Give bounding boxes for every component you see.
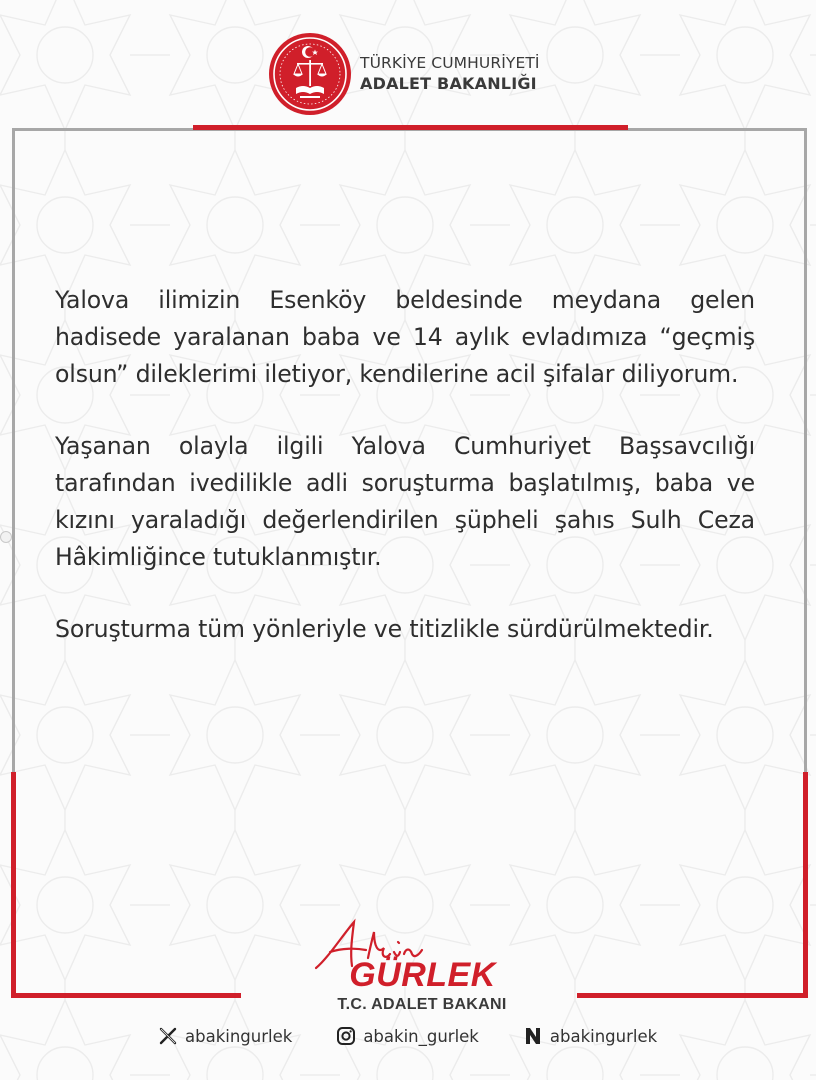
social-handle: abakingurlek xyxy=(185,1026,293,1046)
ministry-justice-seal-icon xyxy=(268,32,352,116)
ministry-country-line: TÜRKİYE CUMHURİYETİ xyxy=(360,53,540,72)
minister-title: T.C. ADALET BAKANI xyxy=(337,996,507,1013)
carousel-indicator[interactable] xyxy=(0,531,12,543)
frame-right-border xyxy=(804,128,807,773)
statement-paragraph: Yaşanan olayla ilgili Yalova Cumhuriyet Başsavcılığı tarafından ivedilikle adli soruşturma başlatılmış, baba ve kızını yaraladığı değerlendirilen şüpheli şahıs Sulh Ceza Hâkimliğince tutuklanmıştır. xyxy=(55,432,755,571)
frame-top-accent xyxy=(193,125,628,130)
statement-paragraph: Yalova ilimizin Esenköy beldesinde meydana gelen hadisede yaralanan baba ve 14 aylık evladımıza “geçmiş olsun” dileklerimi iletiyor, kendilerine acil şifalar diliyorum. xyxy=(55,286,755,388)
ministry-name-line: ADALET BAKANLIĞI xyxy=(360,73,537,93)
social-link-nsosyal[interactable] xyxy=(523,1026,657,1046)
social-link-x[interactable] xyxy=(158,1026,292,1046)
x-icon xyxy=(158,1026,178,1046)
statement-body xyxy=(55,282,755,683)
statement-paragraph: Soruşturma tüm yönleriyle ve titizlikle sürdürülmektedir. xyxy=(55,615,714,643)
social-links xyxy=(158,1026,657,1046)
frame-left-border xyxy=(12,128,15,773)
social-handle: abakingurlek xyxy=(549,1026,658,1046)
frame-right-accent xyxy=(803,772,808,998)
social-link-instagram[interactable] xyxy=(336,1026,479,1046)
frame-left-accent xyxy=(11,772,16,998)
minister-surname: GÜRLEK xyxy=(349,956,496,994)
frame-bottom-left-accent xyxy=(11,993,241,998)
instagram-icon xyxy=(336,1026,356,1046)
nsosyal-icon xyxy=(523,1026,543,1046)
minister-signature xyxy=(300,918,522,1018)
ministry-header xyxy=(268,30,540,118)
social-handle: abakin_gurlek xyxy=(363,1026,479,1046)
frame-bottom-right-accent xyxy=(577,993,808,998)
